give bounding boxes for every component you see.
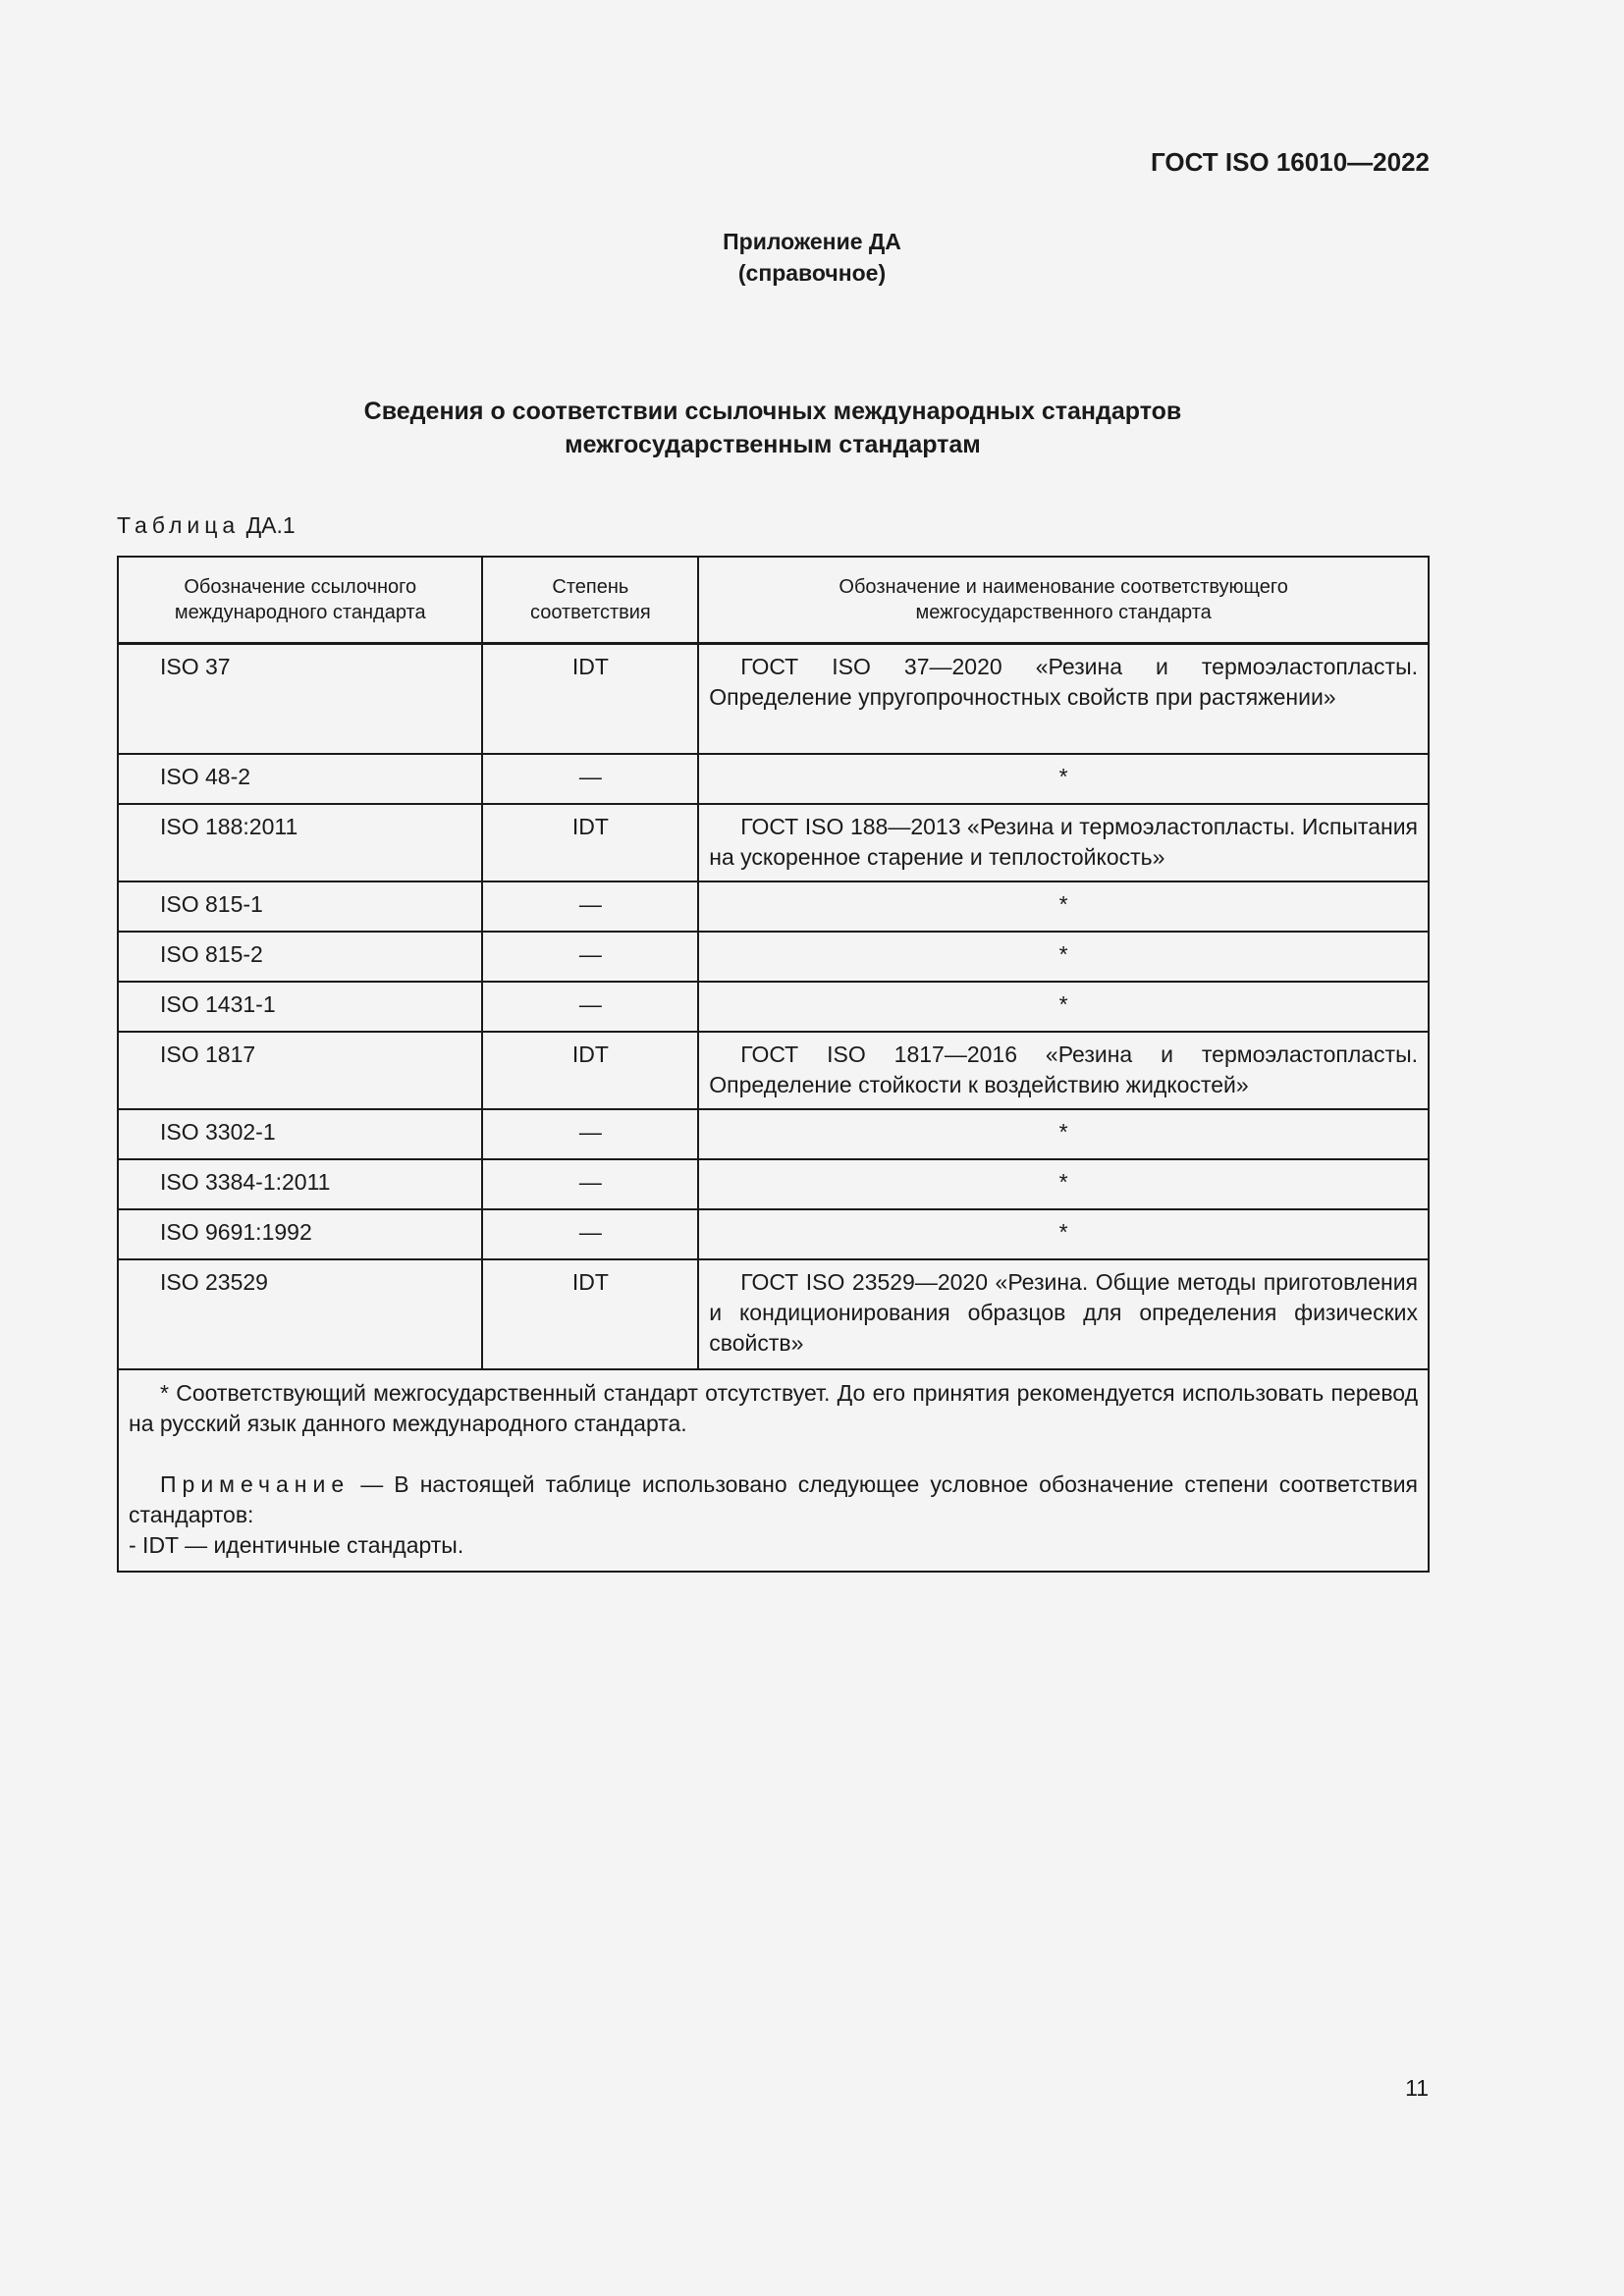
cell-standard: ISO 37	[118, 644, 482, 755]
cell-standard: ISO 188:2011	[118, 804, 482, 881]
table-caption-word: Таблица	[117, 512, 241, 538]
table-row	[118, 982, 1429, 1032]
cell-degree: IDT	[482, 1259, 698, 1369]
cell-correspondence: *	[698, 982, 1429, 1032]
table-row	[118, 1259, 1429, 1369]
cell-degree: IDT	[482, 804, 698, 881]
table-row	[118, 644, 1429, 755]
header-col3-line1: Обозначение и наименование соответствующего	[839, 576, 1288, 598]
cell-correspondence	[698, 1032, 1429, 1109]
header-col1-line2: международного стандарта	[174, 602, 426, 623]
table-header-row	[118, 557, 1429, 644]
cell-correspondence	[698, 804, 1429, 881]
section-title-line1: Сведения о соответствии ссылочных международных стандартов	[363, 398, 1182, 425]
cell-degree: —	[482, 754, 698, 804]
header-interstate-standard	[698, 557, 1429, 644]
table-caption	[117, 512, 296, 539]
table-row	[118, 1159, 1429, 1209]
cell-standard: ISO 1817	[118, 1032, 482, 1109]
table-row	[118, 1109, 1429, 1159]
table-row	[118, 881, 1429, 932]
table-footnote: * Соответствующий межгосударственный стандарт отсутствует. До его принятия рекомендуется использовать перевод на русский язык данного международного стандарта.	[129, 1380, 1418, 1436]
cell-degree: —	[482, 1159, 698, 1209]
cell-degree: —	[482, 1109, 698, 1159]
cell-correspondence: *	[698, 881, 1429, 932]
table-row	[118, 804, 1429, 881]
table-note	[129, 1469, 1418, 1530]
appendix-heading	[0, 226, 1624, 289]
section-title	[0, 395, 1545, 461]
table-caption-id: ДА.1	[245, 512, 296, 538]
appendix-subtitle: (справочное)	[737, 260, 887, 286]
cell-correspondence: *	[698, 1159, 1429, 1209]
header-col3-line2: межгосударственного стандарта	[915, 602, 1212, 623]
cell-standard: ISO 48-2	[118, 754, 482, 804]
note-list-item: - IDT — идентичные стандарты.	[129, 1532, 464, 1558]
cell-correspondence: *	[698, 1109, 1429, 1159]
appendix-title: Приложение ДА	[723, 229, 901, 254]
cell-standard: ISO 3384-1:2011	[118, 1159, 482, 1209]
cell-degree: —	[482, 982, 698, 1032]
cell-correspondence: *	[698, 932, 1429, 982]
cell-standard: ISO 1431-1	[118, 982, 482, 1032]
table-notes	[118, 1369, 1429, 1572]
cell-standard: ISO 23529	[118, 1259, 482, 1369]
standards-table	[117, 556, 1430, 1573]
note-label: Примечание	[160, 1471, 351, 1497]
cell-degree: IDT	[482, 1032, 698, 1109]
document-code: ГОСТ ISO 16010—2022	[1150, 147, 1430, 177]
cell-correspondence: *	[698, 1209, 1429, 1259]
note-text: — В настоящей таблице использовано следующее условное обозначение степени соответствия стандартов:	[129, 1471, 1419, 1527]
table-row	[118, 1032, 1429, 1109]
header-reference-standard	[118, 557, 482, 644]
header-col2-line2: соответствия	[529, 602, 651, 623]
header-degree	[482, 557, 698, 644]
cell-standard: ISO 3302-1	[118, 1109, 482, 1159]
cell-correspondence-text: ГОСТ ISO 37—2020 «Резина и термоэластопласты. Определение упругопрочностных свойств при растяжении»	[709, 654, 1418, 710]
cell-standard: ISO 815-2	[118, 932, 482, 982]
cell-correspondence	[698, 1259, 1429, 1369]
table-row	[118, 932, 1429, 982]
cell-standard: ISO 9691:1992	[118, 1209, 482, 1259]
table-row	[118, 1209, 1429, 1259]
cell-correspondence	[698, 644, 1429, 755]
cell-correspondence: *	[698, 754, 1429, 804]
cell-degree: —	[482, 932, 698, 982]
header-col2-line1: Степень	[552, 576, 629, 598]
cell-degree: IDT	[482, 644, 698, 755]
cell-correspondence-text: ГОСТ ISO 1817—2016 «Резина и термоэластопласты. Определение стойкости к воздействию жидкостей»	[709, 1041, 1418, 1097]
cell-degree: —	[482, 881, 698, 932]
header-col1-line1: Обозначение ссылочного	[184, 576, 417, 598]
cell-standard: ISO 815-1	[118, 881, 482, 932]
table-notes-row	[118, 1369, 1429, 1572]
cell-degree: —	[482, 1209, 698, 1259]
cell-correspondence-text: ГОСТ ISO 23529—2020 «Резина. Общие методы приготовления и кондиционирования образцов для определения физических свойств»	[709, 1269, 1418, 1356]
section-title-line2: межгосударственным стандартам	[565, 431, 981, 458]
table-row	[118, 754, 1429, 804]
page-number: 11	[1405, 2075, 1429, 2101]
cell-correspondence-text: ГОСТ ISO 188—2013 «Резина и термоэластопласты. Испытания на ускоренное старение и теплостойкость»	[709, 814, 1418, 870]
